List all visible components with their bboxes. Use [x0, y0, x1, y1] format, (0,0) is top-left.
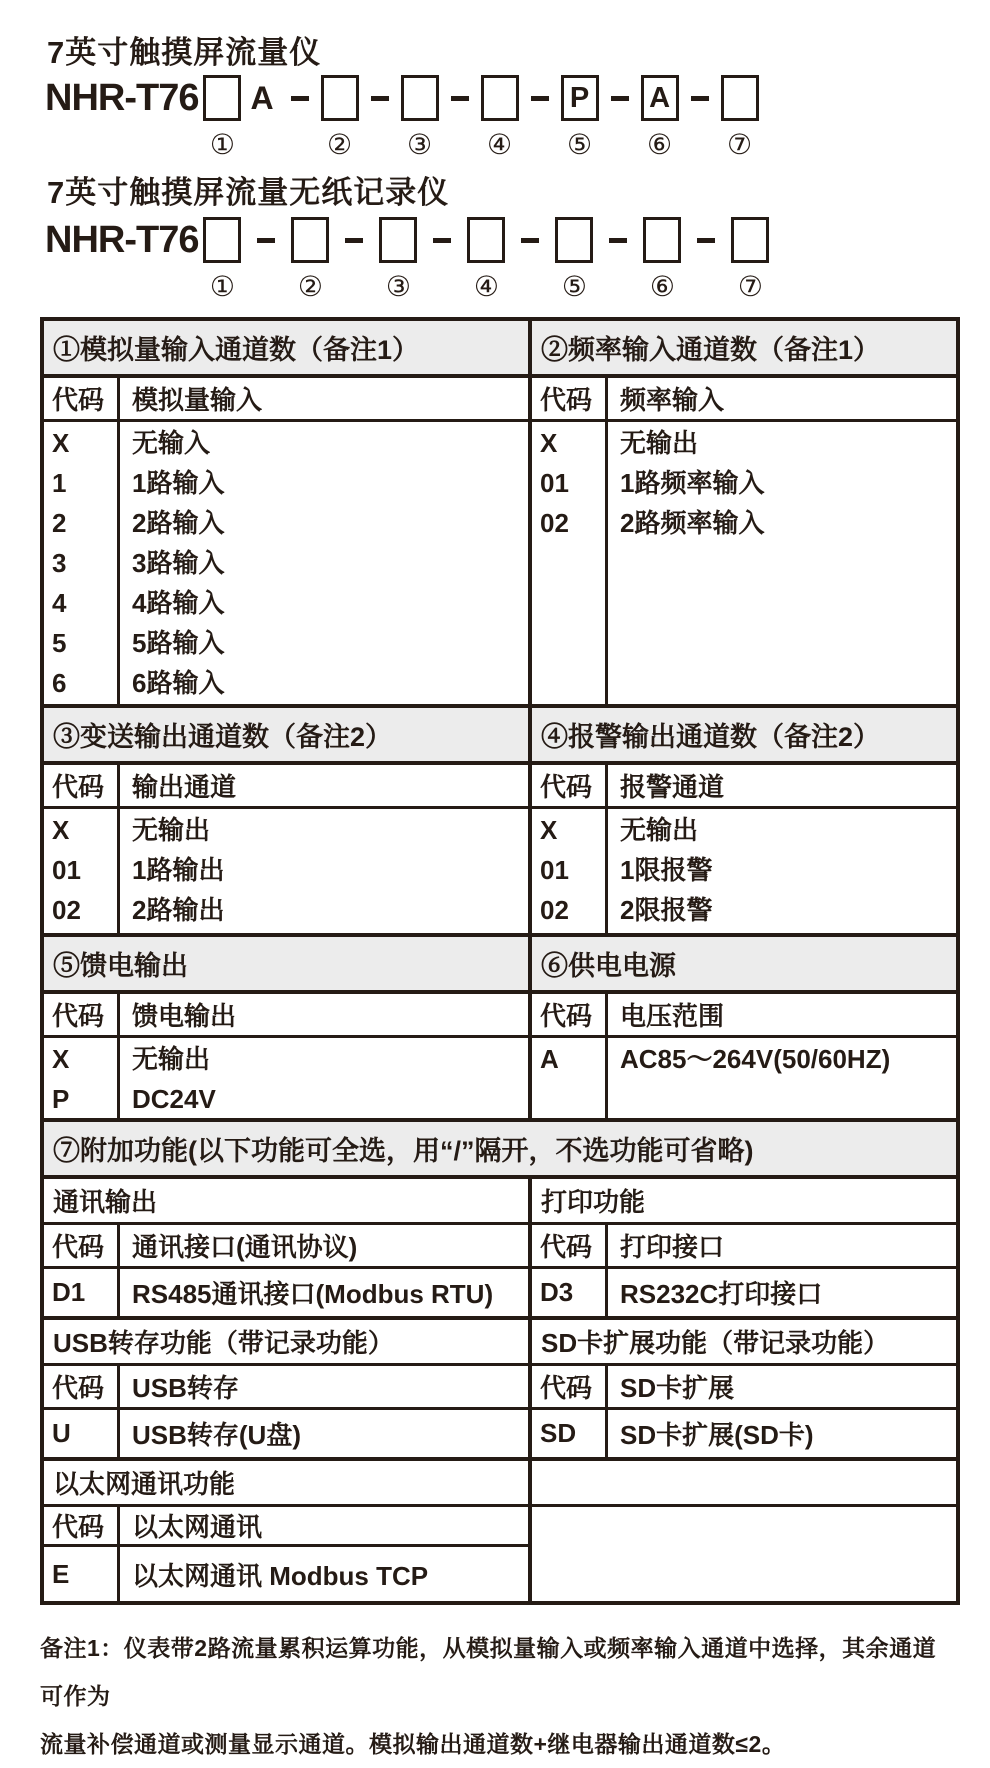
desc-header-cell: 模拟量输入 — [132, 385, 263, 415]
desc-cell: 2限报警 — [620, 895, 713, 925]
section-3-4-header-row — [44, 708, 956, 765]
slot-index-circle: ③ — [407, 128, 433, 161]
section-5-header: ⑤馈电输出 — [53, 951, 188, 981]
dash-unit — [441, 72, 479, 124]
code-cell: U — [44, 1410, 120, 1457]
code-cell: D1 — [44, 1269, 120, 1316]
code-header-cell: 代码 — [44, 765, 120, 806]
desc-cell: 4路输入 — [132, 588, 225, 618]
desc-cell: USB转存(U盘) — [132, 1420, 301, 1450]
subsection-title-right: 打印功能 — [541, 1187, 646, 1217]
section-1-2-header-row — [44, 321, 956, 378]
model-slot-box — [467, 217, 505, 263]
desc-header-cell: 电压范围 — [620, 1001, 725, 1031]
code-column — [532, 1038, 608, 1118]
section-2-header: ②频率输入通道数（备注1） — [541, 335, 881, 365]
product-title-2: 7英寸触摸屏流量无纸记录仪 — [47, 175, 450, 210]
desc-header-cell: SD卡扩展 — [620, 1373, 735, 1403]
subsection-title-right: SD卡扩展功能（带记录功能） — [541, 1328, 890, 1358]
model-slot-7 — [729, 214, 771, 303]
code-cell: X — [540, 815, 558, 845]
model-slot-box — [203, 75, 241, 121]
slot-index-circle: ③ — [385, 270, 412, 303]
dash-separator — [611, 96, 629, 101]
section-1-header: ①模拟量输入通道数（备注1） — [53, 335, 420, 365]
dash-separator — [371, 96, 389, 101]
model-slot-3 — [377, 214, 419, 303]
dash-unit — [361, 72, 399, 124]
model-slot-box — [731, 217, 769, 263]
dash-separator — [609, 238, 627, 243]
desc-header-cell: USB转存 — [132, 1373, 239, 1403]
dash-unit — [281, 72, 319, 124]
slot-index-circle: ⑦ — [727, 128, 753, 161]
model-slot-6 — [641, 214, 683, 303]
dash-unit — [419, 214, 465, 266]
desc-header-cell: 通讯接口(通讯协议) — [132, 1232, 358, 1262]
model-prefix-unit — [45, 72, 201, 124]
model-slot-6 — [639, 72, 681, 161]
code-cell: 02 — [52, 895, 81, 925]
slot-index-circle: ⑥ — [649, 270, 676, 303]
dash-separator — [257, 238, 275, 243]
desc-column — [608, 809, 956, 933]
slot-index-circle: ⑤ — [561, 270, 588, 303]
desc-cell: SD卡扩展(SD卡) — [620, 1420, 814, 1450]
desc-cell: 无输出 — [132, 1044, 211, 1074]
code-header-cell: 代码 — [44, 994, 120, 1035]
footnote — [40, 1624, 950, 1768]
note-line-2: 流量补偿通道或测量显示通道。模拟输出通道数+继电器输出通道数≤2。 — [40, 1731, 786, 1757]
section-6-header: ⑥供电电源 — [541, 951, 676, 981]
slot-index-circle: ⑦ — [737, 270, 764, 303]
model-slot-box: A — [641, 75, 679, 121]
desc-cell: AC85～264V(50/60HZ) — [620, 1044, 891, 1074]
code-column — [44, 809, 120, 933]
model-slot-4 — [465, 214, 507, 303]
code-cell: 01 — [540, 855, 569, 885]
desc-header-cell: 馈电输出 — [132, 1001, 237, 1031]
code-cell: E — [44, 1547, 120, 1601]
section-3-header: ③变送输出通道数（备注2） — [53, 722, 393, 752]
model-slot-2 — [289, 214, 331, 303]
slot-index-circle: ① — [209, 270, 236, 303]
desc-column — [120, 422, 528, 704]
desc-header-cell: 频率输入 — [620, 385, 725, 415]
sub3-title-row — [44, 1461, 956, 1507]
dash-unit — [681, 72, 719, 124]
code-header-cell: 代码 — [44, 378, 120, 419]
sub1-colheader-row — [44, 1225, 956, 1269]
code-cell: A — [540, 1044, 559, 1074]
section-7-header: ⑦附加功能(以下功能可全选，用“/”隔开，不选功能可省略) — [44, 1122, 956, 1179]
model-slot-4 — [479, 72, 521, 161]
code-cell: 5 — [52, 628, 67, 658]
dash-unit — [595, 214, 641, 266]
code-cell: 3 — [52, 548, 67, 578]
empty-cell — [532, 1461, 956, 1504]
desc-cell: 无输出 — [620, 815, 699, 845]
model-fixed-letter-unit — [243, 72, 280, 124]
code-header-cell: 代码 — [532, 1225, 608, 1266]
model-slot-5 — [559, 72, 601, 161]
code-column — [44, 1038, 120, 1118]
dash-separator — [451, 96, 469, 101]
sub2-title-row — [44, 1320, 956, 1366]
code-cell: X — [540, 428, 558, 458]
desc-cell: 以太网通讯 Modbus TCP — [132, 1560, 429, 1591]
model-slot-1 — [201, 72, 243, 161]
desc-cell: 1限报警 — [620, 855, 713, 885]
subsection-title-left: USB转存功能（带记录功能） — [53, 1328, 394, 1358]
desc-header-cell: 输出通道 — [132, 772, 237, 802]
dash-unit — [521, 72, 559, 124]
desc-column — [120, 809, 528, 933]
desc-header-cell: 以太网通讯 — [132, 1512, 263, 1542]
code-header-cell: 代码 — [532, 765, 608, 806]
code-header-cell: 代码 — [532, 378, 608, 419]
slot-index-circle: ⑥ — [647, 128, 673, 161]
dash-separator — [433, 238, 451, 243]
model-slot-1 — [201, 214, 243, 303]
dash-unit — [507, 214, 553, 266]
code-column — [44, 422, 120, 704]
note-line-1: 备注1：仪表带2路流量累积运算功能，从模拟量输入或频率输入通道中选择，其余通道可作为 — [40, 1635, 937, 1709]
code-header-cell: 代码 — [44, 1225, 120, 1266]
desc-header-cell: 打印接口 — [620, 1232, 725, 1262]
desc-cell: DC24V — [132, 1084, 216, 1114]
slot-index-circle: ② — [327, 128, 353, 161]
code-cell: 01 — [52, 855, 81, 885]
section-1-2-data-area — [44, 422, 956, 708]
desc-cell: 6路输入 — [132, 668, 225, 698]
code-column — [532, 809, 608, 933]
model-prefix: NHR-T76 — [45, 76, 199, 119]
sub2-data-row — [44, 1410, 956, 1461]
dash-unit — [683, 214, 729, 266]
model-slot-box — [401, 75, 439, 121]
code-cell: 01 — [540, 468, 569, 498]
desc-cell: 5路输入 — [132, 628, 225, 658]
sub3-data-row — [44, 1547, 956, 1601]
desc-cell: 2路输入 — [132, 508, 225, 538]
code-header-cell: 代码 — [44, 1507, 120, 1544]
model-slot-box — [203, 217, 241, 263]
subsection-title-left: 以太网通讯功能 — [53, 1469, 236, 1499]
model-prefix: NHR-T76 — [45, 218, 199, 261]
desc-cell: 无输出 — [620, 428, 699, 458]
model-line-1 — [45, 72, 761, 161]
dash-separator — [345, 238, 363, 243]
empty-cell — [532, 1507, 956, 1547]
code-cell: X — [52, 428, 70, 458]
model-slot-5 — [553, 214, 595, 303]
desc-cell: 3路输入 — [132, 548, 225, 578]
desc-cell: 1路输入 — [132, 468, 225, 498]
model-slot-box — [379, 217, 417, 263]
desc-column — [120, 1038, 528, 1118]
code-cell: X — [52, 1044, 70, 1074]
code-cell: P — [52, 1084, 70, 1114]
slot-index-circle: ④ — [487, 128, 513, 161]
slot-index-circle: ② — [297, 270, 324, 303]
code-cell: 02 — [540, 508, 569, 538]
model-slot-box: P — [561, 75, 599, 121]
desc-cell: 2路输出 — [132, 895, 225, 925]
model-slot-box — [555, 217, 593, 263]
desc-cell: 1路频率输入 — [620, 468, 765, 498]
code-header-cell: 代码 — [44, 1366, 120, 1407]
model-slot-7 — [719, 72, 761, 161]
dash-separator — [691, 96, 709, 101]
model-slot-3 — [399, 72, 441, 161]
section-5-6-header-row — [44, 937, 956, 994]
model-line-2 — [45, 214, 771, 303]
desc-header-cell: 报警通道 — [620, 772, 725, 802]
sub2-colheader-row — [44, 1366, 956, 1410]
code-cell: 6 — [52, 668, 67, 698]
code-cell: 1 — [52, 468, 67, 498]
subsection-title-left: 通讯输出 — [53, 1187, 158, 1217]
dash-unit — [243, 214, 289, 266]
code-cell: SD — [532, 1410, 608, 1457]
order-table — [40, 317, 960, 1605]
model-slot-box — [721, 75, 759, 121]
code-cell: 4 — [52, 588, 67, 618]
desc-cell: 1路输出 — [132, 855, 225, 885]
code-column — [532, 422, 608, 704]
desc-cell: 无输出 — [132, 815, 211, 845]
section-3-4-colheader-row — [44, 765, 956, 809]
code-cell: D3 — [532, 1269, 608, 1316]
desc-column — [608, 1038, 956, 1118]
model-fixed-letter: A — [250, 79, 274, 116]
slot-index-circle: ① — [209, 128, 236, 161]
slot-index-circle: ⑤ — [567, 128, 593, 161]
dash-unit — [331, 214, 377, 266]
dash-unit — [601, 72, 639, 124]
desc-cell: RS485通讯接口(Modbus RTU) — [132, 1279, 494, 1309]
section-4-header: ④报警输出通道数（备注2） — [541, 722, 881, 752]
desc-column — [608, 422, 956, 704]
desc-cell: RS232C打印接口 — [620, 1279, 823, 1309]
dash-separator — [291, 96, 309, 101]
model-slot-box — [643, 217, 681, 263]
sub1-data-row — [44, 1269, 956, 1320]
model-slot-box — [481, 75, 519, 121]
code-cell: 02 — [540, 895, 569, 925]
code-header-cell: 代码 — [532, 994, 608, 1035]
section-5-6-colheader-row — [44, 994, 956, 1038]
desc-cell: 2路频率输入 — [620, 508, 765, 538]
section-5-6-data-area — [44, 1038, 956, 1122]
model-slot-2 — [319, 72, 361, 161]
dash-separator — [531, 96, 549, 101]
section-3-4-data-area — [44, 809, 956, 937]
slot-index-circle: ④ — [473, 270, 500, 303]
section-1-2-colheader-row — [44, 378, 956, 422]
model-slot-box — [321, 75, 359, 121]
model-prefix-unit — [45, 214, 201, 266]
sub1-title-row — [44, 1179, 956, 1225]
sub3-colheader-row — [44, 1507, 956, 1547]
code-header-cell: 代码 — [532, 1366, 608, 1407]
empty-cell — [532, 1547, 956, 1601]
product-title-1: 7英寸触摸屏流量仪 — [47, 35, 322, 70]
dash-separator — [697, 238, 715, 243]
dash-separator — [521, 238, 539, 243]
code-cell: X — [52, 815, 70, 845]
model-slot-box — [291, 217, 329, 263]
code-cell: 2 — [52, 508, 67, 538]
desc-cell: 无输入 — [132, 428, 211, 458]
